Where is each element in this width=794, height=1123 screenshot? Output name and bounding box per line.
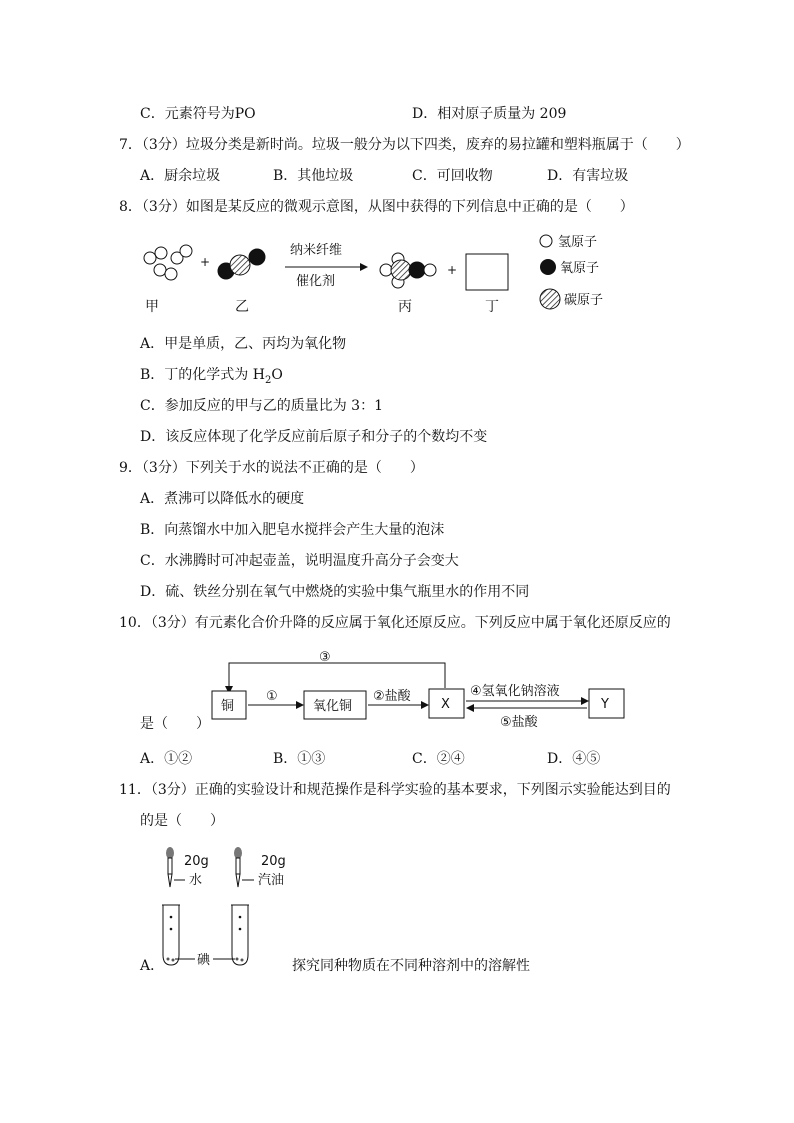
step2-arrowhead [421, 701, 429, 709]
q11-option-a-text: 探究同种物质在不同种溶剂中的溶解性 [292, 958, 530, 974]
right-test-tube-icon [231, 905, 249, 965]
reaction-arrowhead [360, 263, 368, 271]
q11-experiment-diagram [155, 843, 315, 971]
product-bing-molecule [380, 253, 436, 288]
q8-option-a: A．甲是单质，乙、丙均为氧化物 [140, 336, 347, 352]
q8-option-b-subscript: 2 [264, 374, 272, 386]
q7-stem: 7．（3分）垃圾分类是新时尚。垃圾一般分为以下四类，废弃的易拉罐和塑料瓶属于（ ） [119, 137, 690, 153]
reactant-jia-molecules [144, 245, 192, 280]
q10-stem-end: 是（ ） [140, 716, 210, 732]
step5-arrowhead [466, 704, 474, 712]
q6-option-d: D．相对原子质量为 209 [412, 106, 567, 122]
q9-option-d: D．硫、铁丝分别在氧气中燃烧的实验中集气瓶里水的作用不同 [140, 584, 530, 600]
reactant-yi-molecule [218, 249, 265, 279]
q8-option-b-text: B．丁的化学式为 H [140, 367, 265, 383]
q11-stem-end: 的是（ ） [140, 813, 224, 829]
q7-option-a: A．厨余垃圾 [140, 168, 221, 184]
left-dropper-icon [166, 847, 174, 887]
q8-reaction-diagram [130, 225, 620, 320]
legend-oxygen-icon [540, 259, 556, 275]
q7-option-c: C．可回收物 [412, 168, 493, 184]
label-bing: 丙 [398, 299, 412, 315]
q10-flow-diagram [200, 644, 640, 734]
label-jia: 甲 [145, 299, 159, 315]
step5-label: ⑤盐酸 [500, 715, 538, 730]
right-dropper-icon [234, 847, 242, 887]
plus-sign-2: + [447, 263, 458, 277]
legend-carbon-icon [540, 289, 560, 309]
legend-carbon-label: 碳原子 [564, 293, 604, 308]
q10-option-a: A．①② [140, 751, 193, 767]
q8-option-b-tail: O [271, 367, 283, 383]
left-test-tube-icon [162, 905, 180, 965]
legend-oxygen-label: 氧原子 [560, 261, 600, 276]
catalyst-top-label: 纳米纤维 [290, 243, 343, 258]
product-ding-box [466, 254, 508, 290]
q9-stem: 9．（3分）下列关于水的说法不正确的是（ ） [119, 460, 424, 476]
q9-option-c: C．水沸腾时可冲起壶盖，说明温度升高分子会变大 [140, 553, 459, 569]
step4-label: ④氢氧化钠溶液 [470, 684, 560, 699]
step2-label: ②盐酸 [373, 689, 411, 704]
legend-hydrogen-icon [540, 235, 552, 247]
q10-option-d: D．④⑤ [547, 751, 601, 767]
step3-path [229, 663, 445, 688]
solute-label: 碘 [197, 953, 211, 968]
q7-option-b: B．其他垃圾 [273, 168, 354, 184]
q6-option-c: C．元素符号为PO [140, 106, 256, 122]
right-amount-label: 20g [261, 854, 286, 869]
q8-stem: 8．（3分）如图是某反应的微观示意图，从图中获得的下列信息中正确的是（ ） [119, 199, 634, 215]
q9-option-a: A．煮沸可以降低水的硬度 [140, 491, 305, 507]
q11-option-a-label: A． [140, 958, 165, 974]
left-amount-label: 20g [184, 854, 209, 869]
box-copper-oxide-label: 氧化铜 [313, 699, 353, 714]
q10-option-c: C．②④ [412, 751, 465, 767]
q8-option-b [140, 364, 283, 386]
q8-option-c: C．参加反应的甲与乙的质量比为 3：1 [140, 398, 383, 414]
q9-option-b: B．向蒸馏水中加入肥皂水搅拌会产生大量的泡沫 [140, 522, 445, 538]
step3-label: ③ [319, 650, 331, 665]
step1-label: ① [266, 689, 278, 704]
q8-option-d: D．该反应体现了化学反应前后原子和分子的个数均不变 [140, 429, 488, 445]
catalyst-bottom-label: 催化剂 [296, 274, 336, 289]
plus-sign-1: + [200, 255, 211, 269]
box-y-label: Y [601, 697, 609, 712]
step4-arrowhead [581, 697, 589, 705]
legend-hydrogen-label: 氢原子 [558, 235, 598, 250]
q10-option-b: B．①③ [273, 751, 326, 767]
q10-stem: 10．（3分）有元素化合价升降的反应属于氧化还原反应。下列反应中属于氧化还原反应的 [119, 615, 671, 631]
left-liquid-label: 水 [189, 873, 203, 888]
q7-option-d: D．有害垃圾 [547, 168, 629, 184]
q11-stem: 11．（3分）正确的实验设计和规范操作是科学实验的基本要求，下列图示实验能达到目的 [119, 782, 671, 798]
box-copper-label: 铜 [221, 699, 235, 714]
label-ding: 丁 [485, 299, 499, 315]
right-liquid-label: 汽油 [258, 873, 285, 888]
step1-arrowhead [296, 701, 304, 709]
label-yi: 乙 [235, 299, 249, 315]
box-x-label: X [441, 697, 450, 712]
